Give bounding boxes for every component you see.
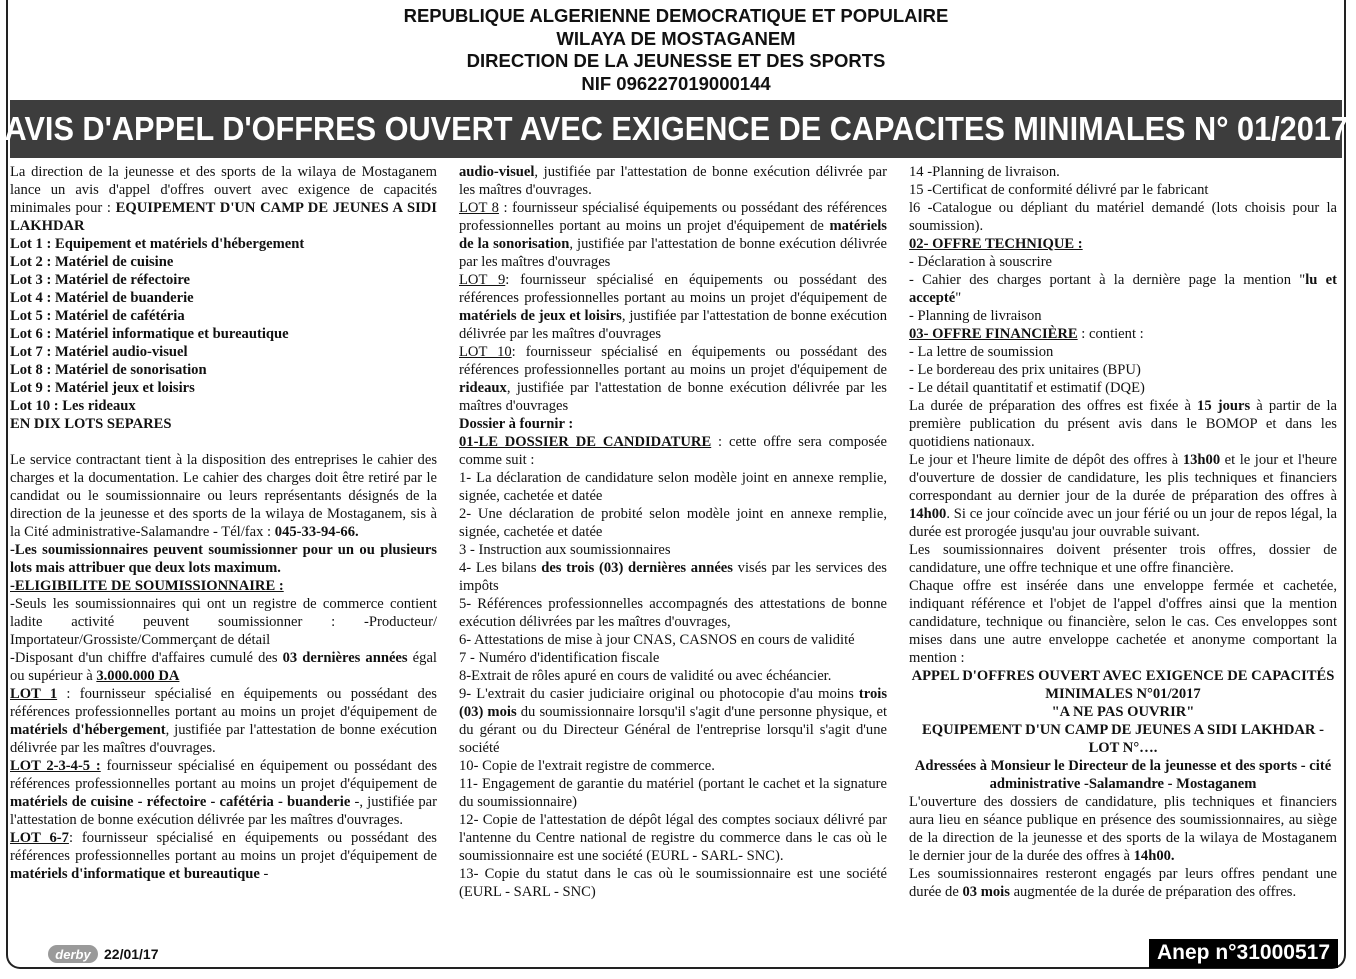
lot-equipment: matériels de jeux et loisirs (459, 308, 622, 324)
lot-text-end: -, justifiée par l'attestation de bonne exécution délivrée par les maîtres d'ouvrages. (10, 794, 437, 828)
list-item: 5- Références professionnelles accompagnés des attestations de bonne exécution délivrées par les maîtres d'ouvrages, (459, 596, 887, 630)
service-paragraph (10, 451, 437, 541)
intro-text: La direction de la jeunesse et des sports de la wilaya de Mostaganem lance un avis d'appel d'offres ouvert avec exigence de capacités minimales pour : (10, 164, 437, 216)
ouverture-paragraph (909, 793, 1337, 865)
columns (10, 163, 1342, 901)
list-item: Lot 9 : Matériel jeux et loisirs (10, 380, 195, 396)
list-item: Lot 6 : Matériel informatique et bureautique (10, 326, 289, 342)
list-item: 10- Copie de l'extrait registre de commerce. (459, 758, 715, 774)
service-text: Le service contractant tient à la disposition des entreprises le cahier des charges et la documentation. Le cahier des charges doit être retiré par le candidat ou le soumissionnaire ou leurs représentants désignés de la direction de la jeunesse et des sports de la wilaya de Mostaganem, sis à la Cité administrative-Salamandre - Tél/fax : (10, 452, 437, 540)
item-text: 9- L'extrait du casier judiciaire original ou photocopie d'au moins (459, 686, 859, 702)
column-2 (459, 163, 887, 901)
publication-date: 22/01/17 (104, 946, 159, 962)
list-item: - Planning de livraison (909, 308, 1042, 324)
lot-equipment: matériels de la sonorisation (459, 218, 887, 252)
list-item (459, 685, 887, 757)
lot-text-end: , justifiée par l'attestation de bonne exécution délivrée par les maîtres d'ouvrages (459, 380, 887, 414)
depot-text: Le jour et l'heure limite de dépôt des offres à (909, 452, 1183, 468)
lot-label: LOT 8 (459, 200, 499, 216)
item-text: - Cahier des charges portant à la dernière page la mention " (909, 272, 1306, 288)
trois-offres-paragraph: Les soumissionnaires doivent présenter trois offres, dossier de candidature, une offre technique et une offre financière. (909, 542, 1337, 576)
offre-financiere-paragraph (909, 325, 1337, 343)
offre-technique-title: 02- OFFRE TECHNIQUE : (909, 236, 1083, 252)
lot-label: LOT 1 (10, 686, 58, 702)
eligibilite-title: -ELIGIBILITE DE SOUMISSIONNAIRE : (10, 578, 284, 594)
list-item: EN DIX LOTS SEPARES (10, 416, 172, 432)
lot-label: LOT 9 (459, 272, 506, 288)
notice-page (6, 0, 1346, 969)
lot-equipment: rideaux (459, 380, 507, 396)
list-item: - Le bordereau des prix unitaires (BPU) (909, 362, 1141, 378)
title-banner (4, 100, 1348, 158)
depot-text-mid: et le jour et l'heure d'ouverture de dossier de candidature, les plis techniques et financiers correspondant au dernier jour de la durée de préparation des offres à (909, 452, 1337, 504)
item-text: 4- Les bilans (459, 560, 542, 576)
ouverture-text: L'ouverture des dossiers de candidature, plis techniques et financiers aura lieu en séance publique en présence des soumissionnaires, au siège de la direction de la jeunesse et des sports de la wilaya de Mostaganem le dernier jour de la durée des offres à (909, 794, 1337, 864)
lot-text-end: - (259, 866, 269, 882)
duree-text-end: à partir de la première publication du présent avis dans le BOMOP et dans les quotidiens nationaux. (909, 398, 1337, 450)
lot8-paragraph (459, 199, 887, 271)
intro-object: EQUIPEMENT D'UN CAMP DE JEUNES A SIDI LAKHDAR (10, 200, 437, 234)
engagement-duration: 03 mois (962, 884, 1010, 900)
list-item: Lot 3 : Matériel de réfectoire (10, 272, 191, 288)
lot-text: fournisseur spécialisé en équipement ou possédant des références professionnelles portant au moins un projet d'équipement de (10, 758, 437, 792)
spacer (10, 433, 437, 451)
lot10-paragraph (459, 343, 887, 415)
lot-text: : fournisseur spécialisé équipements ou possédant des références professionnelles portant au moins un projet d'équipement de (459, 200, 887, 234)
lot9-paragraph (459, 271, 887, 343)
lot-label: LOT 2-3-4-5 : (10, 758, 101, 774)
lot1-paragraph (10, 685, 437, 757)
intro-paragraph (10, 163, 437, 235)
engagement-text: Les soumissionnaires resteront engagés par leurs offres pendant une durée de (909, 866, 1337, 900)
header (8, 0, 1344, 95)
ca-years: 03 dernières années (282, 650, 408, 666)
ca-text: -Disposant d'un chiffre d'affaires cumulé des (10, 650, 283, 666)
duree-text: La durée de préparation des offres est fixée à (909, 398, 1198, 414)
offre-financiere-title: 03- OFFRE FINANCIÈRE (909, 326, 1078, 342)
header-line-wilaya: WILAYA DE MOSTAGANEM (556, 27, 796, 49)
list-item: Lot 4 : Matériel de buanderie (10, 290, 194, 306)
list-item: Lot 5 : Matériel de cafétéria (10, 308, 185, 324)
depot-paragraph (909, 451, 1337, 541)
list-item: 8-Extrait de rôles apuré en cours de validité ou avec échéancier. (459, 668, 832, 684)
list-item: Lot 7 : Matériel audio-visuel (10, 344, 188, 360)
lot-equipment: audio-visuel (459, 164, 535, 180)
list-item: Lot 8 : Matériel de sonorisation (10, 362, 207, 378)
list-item: 3 - Instruction aux soumissionnaires (459, 542, 671, 558)
lot-label: LOT 10 (459, 344, 512, 360)
eligibilite-paragraph: -Seuls les soumissionnaires qui ont un registre de commerce contient ladite activité peuvent soumissionner : -Producteur/ Importateur/Grossiste/Commerçant de détail (10, 596, 437, 648)
ca-text-mid: égal ou supérieur à (10, 650, 437, 684)
footer-left (48, 945, 159, 963)
engagement-paragraph (909, 865, 1337, 901)
header-line-direction: DIRECTION DE LA JEUNESSE ET DES SPORTS (466, 50, 886, 71)
phone-number: 045-33-94-66. (274, 524, 359, 540)
list-item: - Le détail quantitatif et estimatif (DQE) (909, 380, 1145, 396)
candidature-text: : cette offre sera composée comme suit : (459, 434, 887, 468)
depot-time: 13h00 (1182, 452, 1221, 468)
list-item: Lot 10 : Les rideaux (10, 398, 136, 414)
list-item (909, 271, 1337, 307)
financiere-text: : contient : (1077, 326, 1144, 342)
list-item: 13- Copie du statut dans le cas où le soumissionnaire est une société (EURL - SARL - SNC) (459, 866, 887, 900)
adresse: Adressées à Monsieur le Directeur de la jeunesse et des sports - cité administrative -Salamandre - Mostaganem (914, 758, 1332, 792)
list-item: - La lettre de soumission (909, 344, 1054, 360)
lot-text-end: , justifiée par l'attestation de bonne exécution délivrée par les maîtres d'ouvrages (459, 308, 887, 342)
header-line-nif: NIF 096227019000144 (581, 72, 771, 94)
chiffre-affaires-paragraph (10, 649, 437, 685)
list-item: 11- Engagement de garantie du matériel (portant le cachet et la signature du soumissionnaire) (459, 776, 887, 810)
list-item: Lot 1 : Equipement et matériels d'hébergement (10, 236, 305, 252)
ouverture-hour: 14h00. (1133, 848, 1175, 864)
candidature-title: 01-LE DOSSIER DE CANDIDATURE (459, 434, 712, 450)
item-text-end: " (955, 290, 962, 306)
mention-ne-pas-ouvrir: "A NE PAS OUVRIR" (1051, 704, 1195, 720)
column-1 (10, 163, 437, 901)
item-text-end: visés par les services des impôts (459, 560, 887, 594)
soumission-paragraph: -Les soumissionnaires peuvent soumissionner pour un ou plusieurs lots mais attribuer que deux lots maximum. (10, 542, 437, 576)
list-item: - Déclaration à souscrire (909, 254, 1053, 270)
list-item: 12- Copie de l'attestation de dépôt légal des comptes sociaux délivré par l'antenne du Centre national de registre du commerce dans le cas où le soumissionnaire est une société (EURL - SARL- SNC). (459, 812, 887, 864)
dossier-title: Dossier à fournir : (459, 416, 574, 432)
list-item: 15 -Certificat de conformité délivré par le fabricant (909, 182, 1209, 198)
lot-equipment: matériels d'informatique et bureautique (10, 866, 260, 882)
ca-amount: 3.000.000 DA (96, 668, 180, 684)
list-item: 14 -Planning de livraison. (909, 164, 1060, 180)
item-text-end: du soumissionnaire lorsqu'il s'agit d'une personne physique, et du gérant ou du Directeur Général de l'entreprise lorsqu'il s'agit d'une société (459, 704, 887, 756)
column-3 (909, 163, 1337, 901)
candidature-paragraph (459, 433, 887, 469)
engagement-text-end: augmentée de la durée de préparation des offres. (1009, 884, 1297, 900)
lot-text: : fournisseur spécialisé en équipements ou possédant des références professionnelles portant au moins un projet d'équipement de (459, 272, 887, 306)
list-item: 2- Une déclaration de probité selon modèle joint en annexe remplie, signée, cachetée et datée (459, 506, 887, 540)
lot67-paragraph (10, 829, 437, 883)
mention-appel: APPEL D'OFFRES OUVERT AVEC EXIGENCE DE CAPACITÉS MINIMALES N°01/2017 (911, 668, 1335, 702)
list-item (459, 559, 887, 595)
lot-text-end: , justifiée par l'attestation de bonne exécution délivrée par les maîtres d'ouvrages. (10, 722, 438, 756)
lot2345-paragraph (10, 757, 437, 829)
lot-text-end: , justifiée par l'attestation de bonne exécution délivrée par les maîtres d'ouvrages. (459, 164, 887, 198)
lot-text: : fournisseur spécialisé en équipements ou possédant des références professionnelles portant au moins un projet d'équipement de (10, 686, 437, 720)
list-item: 6- Attestations de mise à jour CNAS, CASNOS en cours de validité (459, 632, 855, 648)
list-item: 7 - Numéro d'identification fiscale (459, 650, 660, 666)
enveloppe-paragraph: Chaque offre est insérée dans une enveloppe fermée et cachetée, indiquant référence et l'objet de l'appel d'offres ainsi que la mention candidature, technique ou financière, selon le cas. Ces enveloppes sont mises dans une autre enveloppe cachetée et anonyme comportant la mention : (909, 578, 1337, 666)
ouverture-time: 14h00 (909, 506, 947, 522)
duree-days: 15 jours (1197, 398, 1251, 414)
lot-text: : fournisseur spécialisé en équipements ou possédant des références professionnelles portant au moins un projet d'équipement de (10, 830, 437, 864)
header-line-republique: REPUBLIQUE ALGERIENNE DEMOCRATIQUE ET POPULAIRE (403, 5, 949, 26)
lots-list (10, 235, 437, 433)
lot-equipment: matériels d'hébergement (10, 722, 166, 738)
list-item: Lot 2 : Matériel de cuisine (10, 254, 174, 270)
lot-text: : fournisseur spécialisé en équipements ou possédant des références professionnelles portant au moins un projet d'équipement de (459, 344, 887, 378)
list-item: 1- La déclaration de candidature selon modèle joint en annexe remplie, signée, cachetée et datée (459, 470, 887, 504)
newspaper-logo: derby (48, 945, 98, 963)
lot-label: LOT 6-7 (10, 830, 69, 846)
list-item: l6 -Catalogue ou dépliant du matériel demandé (lots choisis pour la soumission). (909, 200, 1337, 234)
item-emphasis: trois (03) mois (459, 686, 887, 720)
item-emphasis: des trois (03) dernières années (541, 560, 733, 576)
depot-text-end: . Si ce jour coïncide avec un jour férié ou un jour de repos légal, la durée est prorogée jusqu'au jour ouvrable suivant. (909, 506, 1337, 540)
lot67-continued (459, 163, 887, 199)
duree-paragraph (909, 397, 1337, 451)
page-title: AVIS D'APPEL D'OFFRES OUVERT AVEC EXIGENCE DE CAPACITES MINIMALES N° 01/2017 (4, 110, 1348, 147)
anep-number: Anep n°31000517 (1149, 939, 1338, 968)
mention-objet: EQUIPEMENT D'UN CAMP DE JEUNES A SIDI LAKHDAR - LOT N°…. (922, 722, 1324, 756)
item-emphasis: lu et accepté (909, 272, 1337, 306)
lot-text-end: , justifiée par l'attestation de bonne exécution délivrée par les maîtres d'ouvrages (459, 236, 887, 270)
lot-equipment: matériels de cuisine - réfectoire - cafétéria - buanderie (10, 794, 351, 810)
